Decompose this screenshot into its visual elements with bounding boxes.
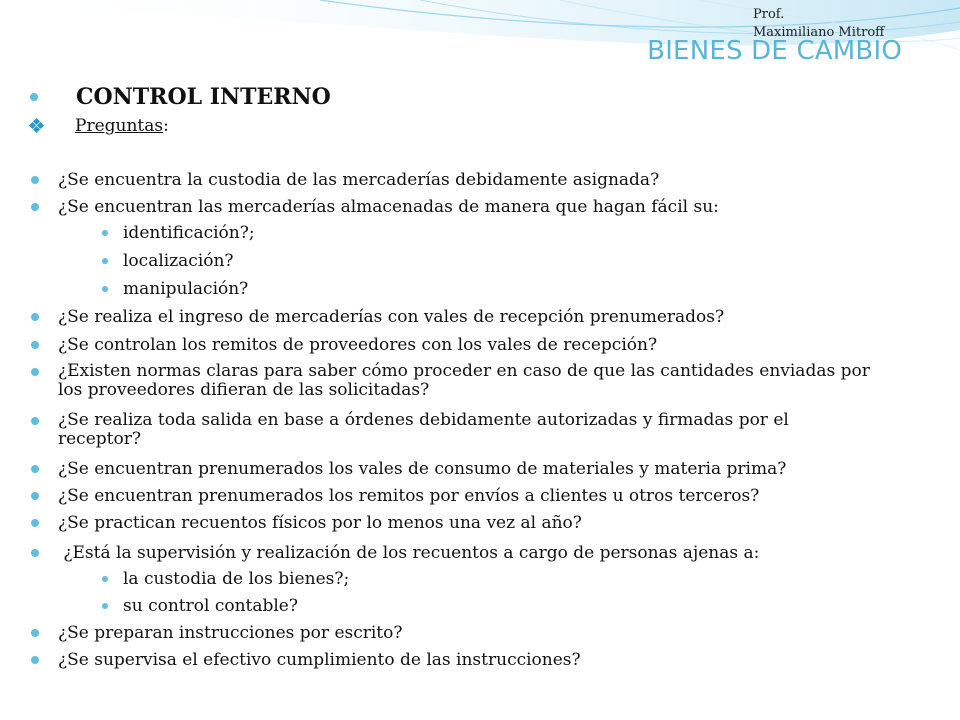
subheading-colon: : — [163, 116, 169, 136]
question-text — [58, 411, 789, 449]
question-text: ¿Se encuentran prenumerados los remitos por envíos a clientes u otros terceros? — [58, 486, 760, 506]
list-item — [31, 307, 724, 327]
bullet-icon — [31, 465, 39, 473]
sub-list-item — [102, 223, 255, 243]
question-text: ¿Se preparan instrucciones por escrito? — [58, 623, 403, 643]
list-item — [31, 459, 786, 479]
list-item — [31, 513, 582, 533]
sub-list-item — [102, 279, 248, 299]
subheading — [75, 116, 169, 136]
list-item — [31, 486, 759, 506]
sub-item-text: la custodia de los bienes?; — [123, 569, 350, 589]
bullet-icon — [31, 341, 39, 349]
question-text: ¿Se encuentra la custodia de las mercaderías debidamente asignada? — [58, 170, 660, 190]
bullet-icon — [31, 519, 39, 527]
author-name: Maximiliano Mitroff — [753, 25, 885, 40]
question-text: ¿Se practican recuentos físicos por lo menos una vez al año? — [58, 513, 582, 533]
question-text: ¿Se supervisa el efectivo cumplimiento de las instrucciones? — [58, 650, 581, 670]
list-item — [31, 411, 789, 449]
list-item — [31, 650, 581, 670]
list-item — [31, 335, 657, 355]
question-text: ¿Se controlan los remitos de proveedores con los vales de recepción? — [58, 335, 658, 355]
slide-title: BIENES DE CAMBIO — [647, 36, 902, 66]
sub-list-item — [102, 569, 349, 589]
question-line: los proveedores difieran de las solicitadas? — [58, 380, 430, 400]
sub-item-text: su control contable? — [123, 596, 298, 616]
bullet-icon — [31, 656, 39, 664]
question-line: ¿Existen normas claras para saber cómo proceder en caso de que las cantidades enviadas por — [58, 361, 870, 381]
list-item — [31, 362, 870, 400]
diamond-bullet-icon — [30, 119, 44, 133]
bullet-icon — [31, 313, 39, 321]
heading-row — [30, 84, 331, 110]
bullet-icon — [30, 93, 38, 101]
bullet-icon — [102, 603, 108, 609]
sub-list-item — [102, 596, 298, 616]
list-item — [31, 197, 719, 217]
bullet-icon — [31, 417, 39, 425]
question-text: ¿Se realiza el ingreso de mercaderías con vales de recepción prenumerados? — [58, 307, 725, 327]
author-prefix: Prof. — [753, 7, 785, 22]
sub-item-text: manipulación? — [123, 279, 249, 299]
bullet-icon — [31, 549, 39, 557]
section-heading: CONTROL INTERNO — [76, 84, 331, 110]
question-line: receptor? — [58, 429, 141, 449]
bullet-icon — [102, 576, 108, 582]
bullet-icon — [102, 286, 108, 292]
sub-item-text: identificación?; — [123, 223, 255, 243]
sub-item-text: localización? — [123, 251, 234, 271]
question-text: ¿Está la supervisión y realización de los recuentos a cargo de personas ajenas a: — [58, 543, 760, 563]
sub-list-item — [102, 251, 234, 271]
question-text — [58, 362, 870, 400]
subheading-row — [30, 116, 169, 136]
list-item — [31, 623, 403, 643]
bullet-icon — [102, 230, 108, 236]
bullet-icon — [31, 176, 39, 184]
bullet-icon — [31, 368, 39, 376]
bullet-icon — [102, 258, 108, 264]
list-item — [31, 170, 659, 190]
subheading-label: Preguntas — [75, 116, 164, 136]
question-text: ¿Se encuentran prenumerados los vales de consumo de materiales y materia prima? — [58, 459, 787, 479]
list-item — [31, 543, 759, 563]
bullet-icon — [31, 629, 39, 637]
bullet-icon — [31, 492, 39, 500]
question-text: ¿Se encuentran las mercaderías almacenadas de manera que hagan fácil su: — [58, 197, 719, 217]
bullet-icon — [31, 203, 39, 211]
question-line: ¿Se realiza toda salida en base a órdenes debidamente autorizadas y firmadas por el — [58, 410, 789, 430]
